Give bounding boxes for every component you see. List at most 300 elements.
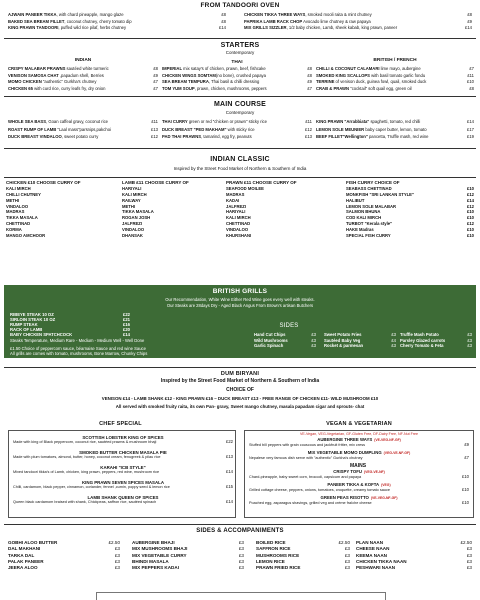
curry-option xyxy=(6,234,118,240)
vegan-dish-description: Grilled cottage cheese, peppers, onions, tomatoes, croquette, creamy tomato sauce xyxy=(249,487,390,492)
vegan-dish-tag: (VEG-VE-NF) xyxy=(364,470,385,475)
steak-temperatures: Steaks Temperature, Medium Rare - Medium - Medium Well - Well Done xyxy=(10,338,145,343)
curry-price: £12 xyxy=(467,191,474,197)
grills-sides-col xyxy=(254,333,316,350)
curry-name: TIKKA MASALA xyxy=(122,209,154,215)
divider xyxy=(4,177,476,178)
side-name: LEMON RICE xyxy=(256,558,285,564)
vegan-dish-price: £7 xyxy=(464,454,469,460)
curry-column-title: LAMB £11 CHOOSE CURRY OF xyxy=(122,180,189,185)
curry-name: LEMON SOLE MALABAR xyxy=(346,203,397,209)
curry-name: TURBOT "Kerala style" xyxy=(346,220,393,226)
dish-price: £10 xyxy=(467,79,474,85)
dish-price: £14 xyxy=(467,119,474,124)
dish-description: ,papadum shell, Berries xyxy=(58,72,104,78)
dish-description: baby caper butter, lemon, tomato xyxy=(364,126,427,132)
dish-price: £8 xyxy=(469,85,474,91)
chef-dish-price: £22 xyxy=(226,439,233,445)
menu-item-text xyxy=(244,26,397,33)
british-grills-panel xyxy=(4,285,476,358)
curry-name: SEAFOOD MOILEE xyxy=(226,186,264,192)
side-price: £3 xyxy=(344,558,350,564)
dish-description: "Laal mass"parsnips,pakchoi xyxy=(56,126,111,132)
tandoori-right-list xyxy=(244,13,472,33)
grill-side-name: Garlic Spinach xyxy=(254,343,284,348)
curry-column-fish xyxy=(346,180,474,239)
chef-dish-description: Made with plum tomatoes, almond, butter, honey, coconut cream, fenugreek & pilau rice xyxy=(13,454,161,459)
dish-description: , tamarind, egg fry, peanuts xyxy=(201,134,252,139)
british-grills-title: BRITISH GRILLS xyxy=(212,288,268,295)
menu-item-text xyxy=(8,135,98,143)
starters-british-list xyxy=(316,67,474,93)
chef-dish-description: Queen black cardamom braised with shank, Chickpeas, saffron rice, sautéed spinach xyxy=(13,499,157,504)
curry-name: VINDALOO xyxy=(226,226,249,232)
steak-name: RIBEYE STEAK 10 OZ xyxy=(10,312,54,317)
curry-name: CHETTINAD xyxy=(6,220,31,226)
dish-price: £7 xyxy=(469,66,474,71)
vegan-dish-title: MIX VEGETABLE MOMO DUMPLING xyxy=(307,449,382,455)
dish-description: "cocktail" soft quail egg, green oil xyxy=(349,85,412,91)
bottom-notice-box xyxy=(96,592,386,600)
curry-column-chicken xyxy=(6,180,118,239)
vegan-dish-tag: (VEG-VE-NF-GF) xyxy=(383,450,411,455)
biryani-title: DUM BIRYANI xyxy=(220,371,260,377)
curry-column-title: FISH CURRY CHOICE OF xyxy=(346,180,400,185)
curry-price: £12 xyxy=(467,203,474,209)
dish-name: AJWAIN PANEER TIKKA xyxy=(8,12,57,17)
menu-item-text xyxy=(316,87,412,94)
grill-side-price: £3 xyxy=(467,343,472,348)
menu-item-text xyxy=(162,135,252,143)
grills-sides-title: SIDES xyxy=(279,323,299,329)
side-name: CHICKEN TIKKA NAAN xyxy=(356,558,407,564)
vegan-dish-price: £9 xyxy=(464,441,469,447)
dish-description: lime mayo, aubergine xyxy=(379,66,421,71)
dish-price: £12 xyxy=(305,126,312,132)
curry-name: HARIYALI xyxy=(226,209,246,215)
vegan-dish-description: Nepalese very famous dish serve with "authentic" Gurkha's chutney xyxy=(249,455,363,460)
steak-name: RUMP STEAK xyxy=(10,322,38,327)
curry-option xyxy=(226,234,338,240)
curry-name: HARIYALI xyxy=(122,186,142,192)
dish-name: PAPRIKA LAMB RACK CHOP xyxy=(244,18,303,24)
curry-name: KADAI xyxy=(226,197,240,203)
dish-name: PAD THAI PRAWNS xyxy=(162,134,202,139)
dish-description: "authentic" Gurkha's chutney xyxy=(41,79,97,85)
steak-price: £14 xyxy=(123,332,130,337)
main-course-title: MAIN COURSE xyxy=(214,101,266,108)
dish-price: £8 xyxy=(221,18,226,24)
biryani-subtitle: Inspired by the Street Food Market of Northern & Southern of India xyxy=(160,378,320,384)
biryani-choice: CHOICE OF xyxy=(226,387,254,393)
biryani-options: VENISON £14 - LAMB SHANK £12 - KING PRAWN £16 – DUCK BREAST £13 - FREE RANGE OF CHICKEN £11- WILD MUSHROOM £10 xyxy=(101,396,379,401)
dish-description: sautéed white turmeric xyxy=(65,66,109,71)
steak-price: £21 xyxy=(123,317,130,322)
grill-side-price: £3 xyxy=(467,337,472,343)
curry-name: KALI MIRCH xyxy=(122,191,147,197)
main-course-subtitle: Contemporary xyxy=(225,110,255,115)
curry-name: DHANSAK xyxy=(122,232,143,238)
dish-name: BAKED SEA BREAM FILLET xyxy=(8,18,65,24)
steak-list xyxy=(10,313,130,338)
dish-name: KING PRAWN TANDOORI xyxy=(8,25,59,30)
side-name: BHINDI MASALA xyxy=(132,558,169,564)
starters-indian-list xyxy=(8,67,158,93)
dish-name: DUCK BREAST "PED MAKHAM" xyxy=(162,126,227,132)
chef-dish-name: LAMB SHANK QUEEN OF SPICES xyxy=(87,494,159,500)
chef-dish-name: SMOKED BUTTER CHICKEN MASALA PIE xyxy=(79,449,167,455)
side-name: TARKA DAL xyxy=(8,552,35,558)
dish-name: IMPERIAL xyxy=(162,66,183,71)
indian-classic-title: INDIAN CLASSIC xyxy=(210,156,270,163)
dish-name: CRAB & PRAWN xyxy=(316,85,350,91)
menu-item xyxy=(316,87,474,94)
chef-dish-price: £15 xyxy=(226,483,233,489)
side-price: £3 xyxy=(238,546,244,552)
curry-price: £10 xyxy=(467,232,474,238)
side-name: BOILED RICE xyxy=(256,540,286,545)
chef-dish-description: Made with king of Black peppercorn, coconut rice, sautéed prawns & mushroom bhaji xyxy=(13,440,157,445)
grill-side-name: Hand Cut Chips xyxy=(254,332,286,337)
curry-option xyxy=(346,234,474,240)
side-name: PESHWARI NAAN xyxy=(356,565,396,571)
dish-name: CHILLI & COCONUT CALAMARI xyxy=(316,66,380,71)
grills-sides-col xyxy=(400,333,472,350)
side-name: DAL MAKHANI xyxy=(8,546,41,552)
tandoori-title: FROM TANDOORI OVEN xyxy=(200,2,280,9)
main-course-middle-list xyxy=(162,120,312,143)
dish-description: , prawn, chicken, mushrooms, peppers xyxy=(194,85,267,91)
curry-name: JALFREZI xyxy=(226,203,247,209)
dish-price: £17 xyxy=(467,126,474,132)
grill-side-price: £3 xyxy=(467,332,472,337)
side-item xyxy=(356,565,472,571)
vegan-dish-title: MAINS xyxy=(349,462,367,469)
side-price: £3 xyxy=(344,546,350,552)
dish-name: TERRINE xyxy=(316,79,335,85)
side-price: £3 xyxy=(466,546,472,552)
starters-thai-title: THAI xyxy=(231,60,243,65)
steak-name: SIRLOIN STEAK 10 OZ xyxy=(10,317,56,322)
starters-thai-list xyxy=(162,67,312,93)
dish-name: VENISON SAMOSA CHAT xyxy=(8,72,59,78)
side-name: PALAK PANEER xyxy=(8,558,44,564)
vegan-dish-description: Stuffed bill peppers with grain couscous and jackfruit fritter, mix cress xyxy=(249,442,365,447)
chef-dish-description: Chilli, cardamom, black pepper, cinnamon, coriander, fennel ,cumin, poppy seed & lemon rice xyxy=(13,484,170,489)
side-price: £3 xyxy=(466,558,472,564)
curry-name: KALI MIRCH xyxy=(6,186,31,192)
dish-name: LEMON SOLE MEUNIER xyxy=(316,126,365,132)
side-price: £3 xyxy=(114,565,120,571)
side-item xyxy=(256,565,350,571)
dish-name: CHICKEN 65 xyxy=(8,85,33,91)
curry-name: MADRAS xyxy=(226,191,245,197)
dish-description: pancetta, Truffle mash, red wine xyxy=(367,134,429,139)
vegan-dish-row xyxy=(249,488,469,493)
dish-price: £8 xyxy=(221,12,226,17)
curry-name: KALI MIRCH xyxy=(226,215,251,221)
vegan-dish-row xyxy=(249,475,469,480)
side-price: £3 xyxy=(238,565,244,571)
grill-side-price: £3 xyxy=(311,332,316,337)
side-name: MIX MUSHROOMS BHAJI xyxy=(132,546,188,552)
curry-price: £10 xyxy=(467,209,474,215)
side-price: £3 xyxy=(114,558,120,564)
steak-price: £22 xyxy=(123,312,130,317)
curry-name: SEABASS CHETTINAD xyxy=(346,186,392,192)
curry-option xyxy=(122,234,234,240)
side-name: AUBERGINE BHAJI xyxy=(132,540,175,545)
vegan-dish-tag: (VE-VEG-NF-GF) xyxy=(370,495,398,500)
dish-name: BEEF FILLET"Wellington" xyxy=(316,134,368,139)
dish-name: KING PRAWN "Arrabbiata" xyxy=(316,119,370,124)
dish-name: CRISPY MALABAR PRAWNS xyxy=(8,66,66,71)
dish-description: , coconut chutney, cherry tomato dip xyxy=(64,18,132,24)
chef-dish-description: Mixed tandoori tikka's of Lamb, chicken, king prawn, peppers, red wine, mushroom rice xyxy=(13,469,160,474)
curry-name: JALFREZI xyxy=(122,220,143,226)
curry-price: £10 xyxy=(467,215,474,221)
vegan-dish-row xyxy=(249,456,469,461)
menu-item-text xyxy=(8,87,105,94)
sides-column xyxy=(8,540,120,571)
side-name: PLAN NAAN xyxy=(356,540,384,545)
chef-dish-price: £13 xyxy=(226,453,233,459)
curry-name: MANGO AMCHOOR xyxy=(6,232,46,238)
vegan-list xyxy=(249,438,469,509)
dish-name: MOMO CHICKEN xyxy=(8,79,42,85)
grills-intro-2: Our Steaks are 28days Dry - Aged Black Angus From Brown's artisan Butchers xyxy=(166,303,314,308)
side-name: GOBHI ALOO BUTTER xyxy=(8,540,58,545)
side-name: CHEESE NAAN xyxy=(356,546,390,552)
side-price: £3 xyxy=(466,565,472,571)
grill-side-name: Parsley Glazed carrots xyxy=(400,337,446,343)
divider xyxy=(4,148,476,149)
chef-dish-name: SCOTTISH LOBSTER KING OF SPICES xyxy=(82,435,164,440)
dish-description: with curd rice, curry leafs fry, dry onion xyxy=(32,85,106,91)
dish-name: THAI CURRY xyxy=(162,119,188,124)
side-name: JEERA ALOO xyxy=(8,565,38,571)
main-course-left-list xyxy=(8,120,158,143)
grill-side-item xyxy=(400,344,472,350)
divider xyxy=(4,524,476,525)
dish-price: £11 xyxy=(151,119,158,124)
steak-price: £16 xyxy=(123,322,130,327)
starters-indian-title: INDIAN xyxy=(74,58,92,63)
divider xyxy=(4,38,476,39)
curry-name: SPECIAL FISH CURRY xyxy=(346,232,391,238)
sides-column xyxy=(132,540,244,571)
grill-side-name: Sweet Potato Fries xyxy=(324,332,362,337)
curry-name: CHETTINAD xyxy=(226,220,251,226)
side-price: £2.50 xyxy=(338,540,350,545)
curry-column-lamb xyxy=(122,180,234,239)
steak-name: RACK OF LAMB xyxy=(10,327,43,332)
indian-classic-subtitle: Inspired by the Street Food Market of Northern & Southern of India xyxy=(173,166,307,171)
menu-item xyxy=(244,26,472,33)
chef-dish-row xyxy=(13,455,233,460)
chef-dish-name: KING PRAWN SEVEN SPICES MASALA xyxy=(82,479,164,485)
divider xyxy=(4,367,476,368)
dish-price: £8 xyxy=(307,66,312,71)
dish-description: , Thai basil & chilli dressing xyxy=(208,79,260,85)
dish-description: , smoked mooli raita & mint chutney xyxy=(305,12,372,17)
dish-price: £13 xyxy=(151,126,158,132)
chef-special-box xyxy=(8,430,236,518)
dish-price: £9 xyxy=(467,18,472,24)
dish-price: £9 xyxy=(307,79,312,85)
menu-item xyxy=(8,26,226,33)
vegan-dish-title: AUBERGINE THREE WAYS xyxy=(317,437,373,442)
dish-description: , with chard pineapple, mango glaze xyxy=(56,12,124,17)
chef-dish-row xyxy=(13,485,233,490)
dish-price: £8 xyxy=(307,72,312,78)
starters-title: STARTERS xyxy=(220,42,260,49)
menu-item-text xyxy=(162,87,267,94)
menu-item xyxy=(316,135,474,143)
curry-name: HALIBUT xyxy=(346,197,365,203)
grill-side-price: £3 xyxy=(391,332,396,337)
dish-name: CHICKEN TIKKA THREE WAYS xyxy=(244,12,306,17)
dish-price: £9 xyxy=(153,72,158,78)
dish-description: , 1/2 baby chicken, Lamb, sheek kabab, king prawn, paneer xyxy=(286,25,398,30)
side-name: MUSHROOMS RICE xyxy=(256,552,300,558)
grill-side-price: £4 xyxy=(391,337,396,343)
curry-name: MADRAS xyxy=(6,209,25,215)
side-price: £3 xyxy=(466,552,472,558)
dish-price: £14 xyxy=(219,25,226,30)
dish-description: , Goan caffeal gravy, coconut rice xyxy=(46,119,109,124)
dish-description: (no bone), crushed papaya xyxy=(215,72,266,78)
grill-side-price: £3 xyxy=(311,343,316,348)
curry-name: METHI xyxy=(122,203,136,209)
grill-side-name: Cherry Tomato & Feta xyxy=(400,343,444,348)
side-name: MIX PEPPERS KADAI xyxy=(132,565,179,571)
dish-price: £12 xyxy=(151,134,158,139)
side-price: £2.50 xyxy=(108,540,120,545)
dish-name: MIX GRILLS SIZZLER xyxy=(244,25,287,30)
curry-name: MONKFISH "SRI LANKAN STYLE" xyxy=(346,191,414,197)
dish-description: , puffed wild rice pilaf, herbs chutney xyxy=(58,25,127,30)
chef-dish-row xyxy=(13,440,233,445)
grill-side-price: £3 xyxy=(311,337,316,343)
vegan-dish-description: Poached egg, asparagus shavings, grilled veg and crème fraîche cheese xyxy=(249,500,372,505)
vegan-dish-price: £10 xyxy=(462,474,469,480)
curry-name: CHILLI CHUTNEY xyxy=(6,191,41,197)
dish-name: ROAST RUMP OF LAMB xyxy=(8,126,57,132)
curry-price: £12 xyxy=(467,220,474,226)
dish-description: spaghetti, tomato, red chilli xyxy=(369,119,421,124)
dish-price: £13 xyxy=(305,134,312,139)
vegan-dish-title: CRISPY TOFU xyxy=(333,469,362,475)
vegan-legend: VE-Vegan, VEG-Vegetarian, GF-Gluten Free, DF-Dairy Free, NF-Nut Free xyxy=(299,432,419,436)
dish-price: £7 xyxy=(307,85,312,91)
vegan-dish-price: £10 xyxy=(462,499,469,505)
curry-price: £14 xyxy=(467,197,474,203)
vegan-dish-price: £10 xyxy=(462,486,469,492)
side-name: KEEMA NAAN xyxy=(356,552,387,558)
menu-item xyxy=(162,135,312,143)
curry-name: SALMON BHUNA xyxy=(346,209,381,215)
dish-price: £7 xyxy=(153,79,158,85)
side-price: £3 xyxy=(114,552,120,558)
curry-column-title: CHICKEN £10 CHOOSE CURRY OF xyxy=(6,180,81,185)
dish-description: , sweet potato curry xyxy=(61,134,99,139)
dish-name: WHOLE SEA BASS xyxy=(8,119,47,124)
sauce-line: £1.50 Choice of peppercorn sauce, béarnaise Sauce and red wine Sauce xyxy=(10,346,146,351)
dish-price: £11 xyxy=(467,72,474,78)
chef-special-list xyxy=(13,435,233,509)
dish-price: £11 xyxy=(305,119,312,124)
side-price: £3 xyxy=(344,565,350,571)
side-name: SAFFRON RICE xyxy=(256,546,291,552)
side-price: £3 xyxy=(344,552,350,558)
menu-item-text xyxy=(316,135,429,143)
grill-side-name: Truffle Mash Potato xyxy=(400,332,439,337)
menu-item xyxy=(8,87,158,94)
chef-special-title: CHEF SPECIAL xyxy=(99,421,142,427)
vegan-title: VEGAN & VEGETARIAN xyxy=(326,421,392,427)
side-price: £3 xyxy=(114,546,120,552)
tandoori-left-list xyxy=(8,13,226,33)
sides-column xyxy=(256,540,350,571)
grill-side-item xyxy=(254,344,316,350)
chef-dish-row xyxy=(13,470,233,475)
vegan-dish-tag: (VE-VEG-NF-GF) xyxy=(374,438,401,442)
dish-description: Avocado lime chutney & raw papaya xyxy=(302,18,371,24)
dish-name: TOM YUM SOUP xyxy=(162,85,195,91)
serve-line: All grills are comes with tomato, mushrooms, Bone Marrow, Chunky Chips xyxy=(10,351,148,356)
steak-name: BABY CHICKEN SPATCHCOCK xyxy=(10,332,73,337)
side-price: £3 xyxy=(238,552,244,558)
grill-side-name: Sautéed Baby Veg xyxy=(324,337,361,343)
dish-price: £19 xyxy=(467,134,474,139)
dish-description: of venison duck, guinea fowl, quail, smoked duck xyxy=(334,79,427,85)
dish-price: £8 xyxy=(467,12,472,17)
dish-price: £7 xyxy=(153,85,158,91)
vegan-dish-description: Chard-pineapple, baby sweet corn, broccoli, capsicum and papaya xyxy=(249,475,362,480)
grills-intro-1: Our Recommendation, White Wine Either Red Wine goes every well with steaks. xyxy=(165,297,315,302)
vegan-dish-title: PANEER TIKKA & KOFTA xyxy=(327,482,380,488)
curry-name: KHURSHANI xyxy=(226,232,252,238)
dish-description: mix satay's of chicken, prawn, beef, fishcake xyxy=(182,66,266,71)
chef-dish-price: £14 xyxy=(226,468,233,474)
biryani-served: All served with smoked fruity raita, its own Pan- gravy, Sweet mango chutney, masala papadam cigar and sprouts- chat xyxy=(115,404,365,409)
starters-subtitle: Contemporary xyxy=(225,50,255,55)
dish-name: SMOKED KING SCALLOPS xyxy=(316,72,370,78)
steak-price: £20 xyxy=(123,327,130,332)
curry-name: HAKE Madras xyxy=(346,226,374,232)
curry-name: METHI xyxy=(6,197,20,203)
dish-price: £8 xyxy=(153,66,158,71)
vegan-dish-tag: (VEG) xyxy=(381,483,391,488)
curry-name: KORMA xyxy=(6,226,22,232)
vegan-dish-title: GREEN PEAS RISOTTO xyxy=(320,494,369,500)
vegan-dish-row xyxy=(249,501,469,506)
chef-dish-name: KARAHI "ICB STYLE" xyxy=(100,464,146,470)
sides-title: SIDES & ACCOMPANIMENTS xyxy=(196,528,284,534)
dish-price: £14 xyxy=(465,25,472,30)
dish-name: SEA BREAM TEMPURA xyxy=(162,79,209,85)
grill-side-price: £3 xyxy=(391,343,396,348)
chef-dish-row xyxy=(13,500,233,505)
chef-dish-price: £14 xyxy=(226,498,233,504)
curry-name: ROGAN JOSH xyxy=(122,215,151,221)
side-item xyxy=(132,565,244,571)
curry-name: VINDALOO xyxy=(6,203,29,209)
side-name: MIX VEGETABLE CURRY xyxy=(132,552,187,558)
grill-side-name: Wild Mushrooms xyxy=(254,337,288,343)
dish-name: CHICKEN WINGS SOMTAM xyxy=(162,72,216,78)
